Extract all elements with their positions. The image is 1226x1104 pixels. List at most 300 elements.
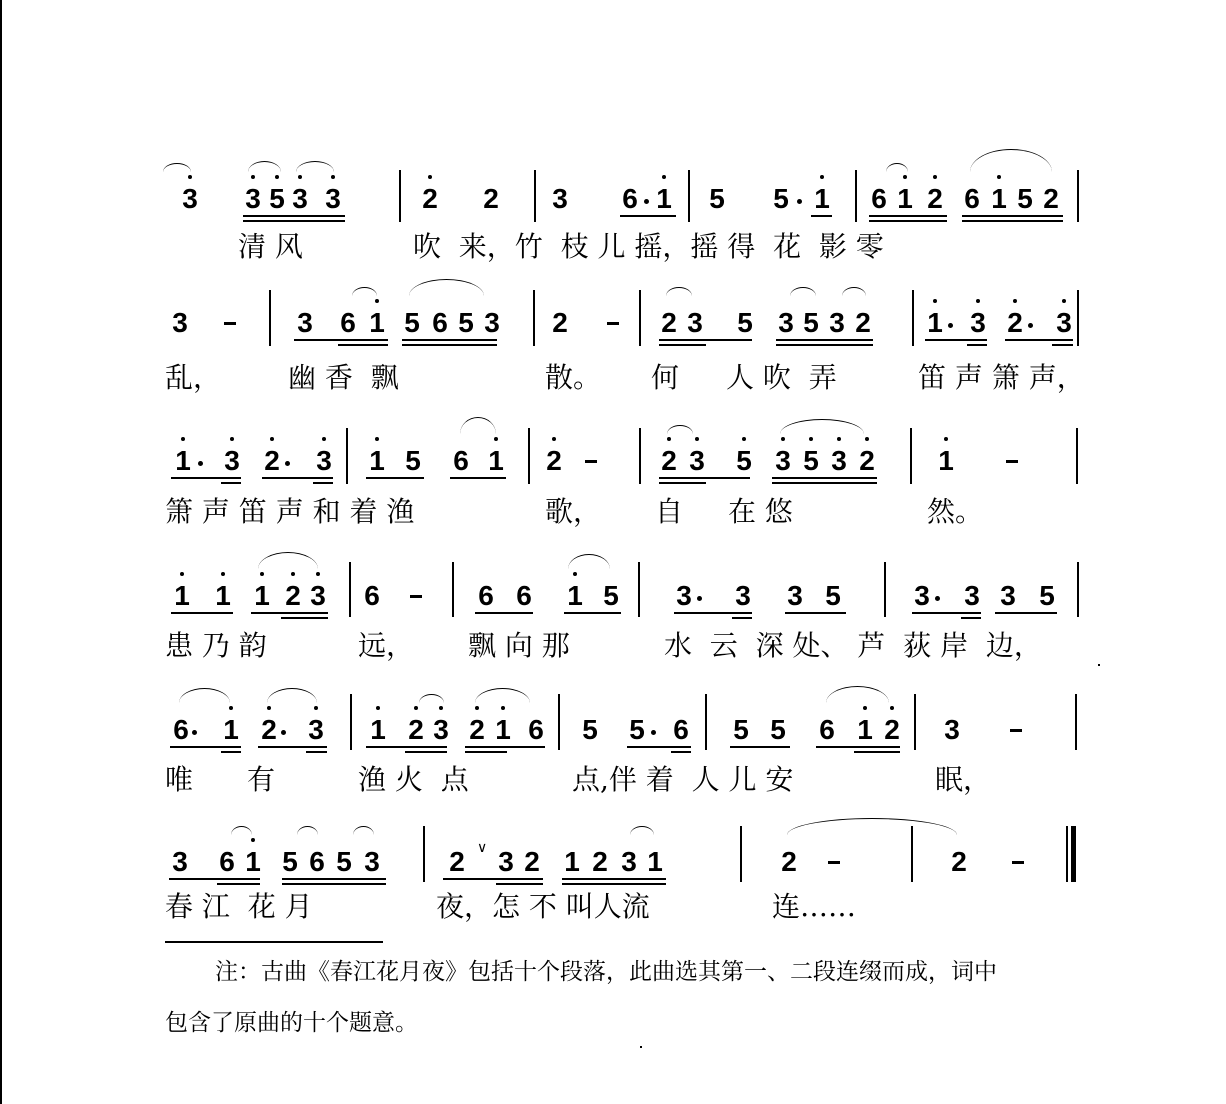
lyric-text: 吹 来，竹 枝 儿 摇，摇 得 花 影 零 xyxy=(413,230,884,263)
barline xyxy=(558,694,560,750)
beam-underline xyxy=(671,751,691,753)
octave-dot-above xyxy=(260,572,264,576)
beam-underline xyxy=(171,477,241,479)
note-digit: 2 xyxy=(524,846,540,877)
note-digit: 2 xyxy=(661,307,677,338)
lyric-text: 然。 xyxy=(927,495,984,528)
beam-underline xyxy=(785,612,846,614)
slur-arc xyxy=(842,287,866,296)
note-digit: 3 xyxy=(224,445,240,476)
sustain-dash xyxy=(410,595,422,598)
barline xyxy=(350,694,352,750)
barline xyxy=(639,428,641,484)
note-digit: 1 xyxy=(647,846,663,877)
barline xyxy=(528,428,530,484)
beam-underline xyxy=(659,477,750,479)
note-digit: 5 xyxy=(1039,580,1055,611)
beam-underline xyxy=(854,751,900,753)
octave-dot-above xyxy=(251,838,255,842)
note-digit: 2 xyxy=(546,445,562,476)
lyric-text: 在 悠 xyxy=(728,495,793,528)
beam-underline xyxy=(967,344,987,346)
beam-underline xyxy=(659,344,706,346)
note-digit: 1 xyxy=(175,445,191,476)
lyric-text: 清 风 xyxy=(238,230,303,263)
slur-arc xyxy=(419,694,444,703)
note-digit: 1 xyxy=(495,714,511,745)
octave-dot-above xyxy=(809,437,813,441)
note-digit: 1 xyxy=(656,183,672,214)
beam-underline xyxy=(730,746,790,748)
augmentation-dot xyxy=(281,730,286,735)
note-digit: 2 xyxy=(483,183,499,214)
beam-underline xyxy=(170,746,241,748)
slur-arc xyxy=(179,688,230,703)
note-digit: 3 xyxy=(297,307,313,338)
octave-dot-above xyxy=(1013,299,1017,303)
octave-dot-above xyxy=(375,437,379,441)
note-digit: 2 xyxy=(781,846,797,877)
note-digit: 3 xyxy=(970,307,986,338)
beam-underline xyxy=(816,746,900,748)
note-digit: 5 xyxy=(709,183,725,214)
beam-underline xyxy=(1052,344,1073,346)
note-digit: 2 xyxy=(264,445,280,476)
octave-dot-above xyxy=(573,572,577,576)
octave-dot-above xyxy=(552,437,556,441)
octave-dot-above xyxy=(1062,299,1066,303)
note-digit: 3 xyxy=(172,307,188,338)
lyric-text: 水 云 深 处、 芦 荻 岸 边， xyxy=(664,629,1042,662)
lyric-text: 乱， xyxy=(165,361,222,394)
lyric-text: 何 xyxy=(651,361,680,394)
scan-speck xyxy=(640,1046,642,1048)
note-digit: 2 xyxy=(261,714,277,745)
barline xyxy=(914,694,916,750)
note-digit: 1 xyxy=(369,445,385,476)
sustain-dash xyxy=(1006,460,1018,463)
slur-arc xyxy=(790,287,816,296)
beam-underline xyxy=(465,751,507,753)
slur-arc xyxy=(460,417,496,434)
note-digit: 2 xyxy=(422,183,438,214)
beam-underline xyxy=(251,612,328,614)
note-digit: 6 xyxy=(478,580,494,611)
note-digit: 3 xyxy=(1000,580,1016,611)
octave-dot-above xyxy=(331,175,335,179)
octave-dot-above xyxy=(781,437,785,441)
note-digit: 5 xyxy=(629,714,645,745)
octave-dot-above xyxy=(181,437,185,441)
beam-underline xyxy=(217,883,260,885)
beam-underline xyxy=(674,612,752,614)
note-digit: 1 xyxy=(369,307,385,338)
note-digit: 1 xyxy=(215,580,231,611)
beam-underline xyxy=(366,746,447,748)
note-digit: 1 xyxy=(567,580,583,611)
augmentation-dot xyxy=(644,199,649,204)
note-digit: 2 xyxy=(859,445,875,476)
note-digit: 3 xyxy=(308,714,324,745)
beam-underline xyxy=(627,746,691,748)
beam-underline xyxy=(1005,339,1073,341)
lyric-text: 自 xyxy=(655,495,684,528)
beam-underline xyxy=(564,612,621,614)
note-digit: 2 xyxy=(1007,307,1023,338)
beam-underline xyxy=(169,878,260,880)
final-barline xyxy=(1071,826,1076,882)
lyric-text: 患 乃 韵 xyxy=(165,629,267,662)
sustain-dash xyxy=(1012,861,1024,864)
octave-dot-above xyxy=(298,175,302,179)
note-digit: 3 xyxy=(964,580,980,611)
octave-dot-above xyxy=(976,299,980,303)
note-digit: 1 xyxy=(938,445,954,476)
note-digit: 2 xyxy=(592,846,608,877)
note-digit: 5 xyxy=(603,580,619,611)
slur-arc xyxy=(296,161,334,172)
lyric-text: 幽 香 飘 xyxy=(288,361,399,394)
octave-dot-above xyxy=(695,437,699,441)
slur-arc xyxy=(667,425,693,434)
footnote-line-1: 注：古曲《春江花月夜》包括十个段落，此曲选其第一、二段连缀而成，词中 xyxy=(215,959,997,985)
slur-arc xyxy=(970,149,1052,172)
note-digit: 2 xyxy=(884,714,900,745)
note-digit: 3 xyxy=(775,445,791,476)
barline xyxy=(452,562,454,617)
octave-dot-above xyxy=(270,437,274,441)
note-digit: 5 xyxy=(404,307,420,338)
lyric-text: 笛 声 箫 声， xyxy=(918,361,1085,394)
barline xyxy=(423,826,425,882)
octave-dot-above xyxy=(944,437,948,441)
note-digit: 5 xyxy=(269,183,285,214)
augmentation-dot xyxy=(198,461,203,466)
beam-underline xyxy=(402,339,497,341)
beam-underline xyxy=(772,482,877,484)
beam-underline xyxy=(221,751,241,753)
beam-underline xyxy=(262,477,333,479)
octave-dot-above xyxy=(221,572,225,576)
octave-dot-above xyxy=(267,706,271,710)
slur-arc xyxy=(248,161,281,172)
augmentation-dot xyxy=(285,461,290,466)
barline xyxy=(534,170,536,222)
octave-dot-above xyxy=(662,175,666,179)
note-digit: 6 xyxy=(673,714,689,745)
augmentation-dot xyxy=(948,323,953,328)
octave-dot-above xyxy=(322,437,326,441)
note-digit: 3 xyxy=(325,183,341,214)
note-digit: 6 xyxy=(528,714,544,745)
barline xyxy=(346,428,348,484)
note-digit: 6 xyxy=(819,714,835,745)
beam-underline xyxy=(243,215,345,217)
lyric-text: 歌， xyxy=(545,495,602,528)
beam-underline xyxy=(496,883,543,885)
slur-arc xyxy=(666,287,692,296)
note-digit: 6 xyxy=(309,846,325,877)
note-digit: 2 xyxy=(927,183,943,214)
beam-underline xyxy=(465,746,545,748)
lyric-text: 有 xyxy=(247,763,276,796)
note-digit: 5 xyxy=(770,714,786,745)
barline xyxy=(639,290,641,346)
octave-dot-above xyxy=(376,706,380,710)
note-digit: 5 xyxy=(733,714,749,745)
barline xyxy=(884,562,886,617)
augmentation-dot xyxy=(697,596,702,601)
barline xyxy=(688,170,690,222)
note-digit: 3 xyxy=(310,580,326,611)
lyric-text: 散。 xyxy=(545,361,602,394)
note-digit: 1 xyxy=(991,183,1007,214)
beam-underline xyxy=(171,612,233,614)
beam-underline xyxy=(961,617,981,619)
beam-underline xyxy=(620,215,676,217)
footnote-divider xyxy=(165,941,383,943)
octave-dot-above xyxy=(933,175,937,179)
beam-underline xyxy=(962,220,1063,222)
octave-dot-above xyxy=(188,175,192,179)
beam-underline xyxy=(313,482,333,484)
note-digit: 3 xyxy=(292,183,308,214)
beam-underline xyxy=(338,344,388,346)
octave-dot-above xyxy=(890,706,894,710)
slur-arc xyxy=(352,287,377,296)
beam-underline xyxy=(243,220,345,222)
note-digit: 3 xyxy=(245,183,261,214)
note-digit: 3 xyxy=(687,307,703,338)
beam-underline xyxy=(405,751,447,753)
beam-underline xyxy=(281,617,328,619)
slur-arc xyxy=(826,686,889,703)
beam-underline xyxy=(776,339,873,341)
slur-arc xyxy=(787,818,957,835)
octave-dot-above xyxy=(837,437,841,441)
lyric-text: 夜，怎 不 叫人流 xyxy=(436,890,650,923)
barline xyxy=(1066,826,1068,882)
note-digit: 3 xyxy=(498,846,514,877)
note-digit: 5 xyxy=(825,580,841,611)
note-digit: 1 xyxy=(488,445,504,476)
note-digit: 3 xyxy=(552,183,568,214)
note-digit: 5 xyxy=(336,846,352,877)
octave-dot-above xyxy=(375,299,379,303)
note-digit: 6 xyxy=(432,307,448,338)
octave-dot-above xyxy=(251,175,255,179)
note-digit: 5 xyxy=(1017,183,1033,214)
octave-dot-above xyxy=(314,706,318,710)
note-digit: 6 xyxy=(364,580,380,611)
note-digit: 6 xyxy=(516,580,532,611)
note-digit: 6 xyxy=(173,714,189,745)
octave-dot-above xyxy=(439,706,443,710)
note-digit: 3 xyxy=(172,846,188,877)
note-digit: 2 xyxy=(408,714,424,745)
note-digit: 3 xyxy=(831,445,847,476)
octave-dot-above xyxy=(494,437,498,441)
lyric-text: 连…… xyxy=(772,890,857,923)
beam-underline xyxy=(659,339,752,341)
note-digit: 6 xyxy=(622,183,638,214)
octave-dot-above xyxy=(229,706,233,710)
note-digit: 3 xyxy=(182,183,198,214)
beam-underline xyxy=(925,339,987,341)
beam-underline xyxy=(772,477,877,479)
beam-underline xyxy=(811,215,832,217)
note-digit: 1 xyxy=(174,580,190,611)
lyric-text: 飘 向 那 xyxy=(468,629,570,662)
octave-dot-above xyxy=(997,175,1001,179)
note-digit: 6 xyxy=(964,183,980,214)
augmentation-dot xyxy=(192,730,197,735)
lyric-text: 箫 声 笛 声 和 着 渔 xyxy=(165,495,415,528)
beam-underline xyxy=(475,612,533,614)
octave-dot-above xyxy=(865,437,869,441)
octave-dot-above xyxy=(933,299,937,303)
beam-underline xyxy=(659,482,706,484)
note-digit: 2 xyxy=(1043,183,1059,214)
lyric-text: 点,伴 着 人 儿 安 xyxy=(572,763,794,796)
beam-underline xyxy=(366,477,424,479)
augmentation-dot xyxy=(651,730,656,735)
note-digit: 5 xyxy=(282,846,298,877)
augmentation-dot xyxy=(935,596,940,601)
note-digit: 5 xyxy=(405,445,421,476)
note-digit: 1 xyxy=(927,307,943,338)
barline xyxy=(399,170,401,222)
augmentation-dot xyxy=(797,199,802,204)
octave-dot-above xyxy=(291,572,295,576)
lyric-text: 远， xyxy=(358,629,415,662)
sustain-dash xyxy=(224,322,236,325)
slur-arc xyxy=(231,826,252,835)
note-digit: 3 xyxy=(778,307,794,338)
note-digit: 1 xyxy=(254,580,270,611)
breath-mark: ∨ xyxy=(477,840,488,856)
barline xyxy=(269,290,271,346)
barline xyxy=(349,562,351,617)
note-digit: 5 xyxy=(803,307,819,338)
barline xyxy=(1076,428,1078,484)
note-digit: 6 xyxy=(453,445,469,476)
slur-arc xyxy=(297,826,318,835)
note-digit: 3 xyxy=(735,580,751,611)
note-digit: 3 xyxy=(944,714,960,745)
beam-underline xyxy=(562,883,666,885)
note-digit: 3 xyxy=(829,307,845,338)
note-digit: 6 xyxy=(219,846,235,877)
barline xyxy=(705,694,707,750)
beam-underline xyxy=(258,746,327,748)
note-digit: 5 xyxy=(458,307,474,338)
barline xyxy=(912,290,914,346)
slur-arc xyxy=(163,163,191,172)
note-digit: 3 xyxy=(689,445,705,476)
octave-dot-above xyxy=(316,572,320,576)
slur-arc xyxy=(568,554,610,569)
footnote-line-2: 包含了原曲的十个题意。 xyxy=(165,1010,418,1036)
octave-dot-above xyxy=(275,175,279,179)
note-digit: 1 xyxy=(223,714,239,745)
note-digit: 5 xyxy=(737,307,753,338)
octave-dot-above xyxy=(667,437,671,441)
slur-arc xyxy=(780,419,864,434)
note-digit: 5 xyxy=(773,183,789,214)
augmentation-dot xyxy=(1028,323,1033,328)
note-digit: 3 xyxy=(316,445,332,476)
sustain-dash xyxy=(585,460,597,463)
barline xyxy=(910,428,912,484)
octave-dot-above xyxy=(230,437,234,441)
octave-dot-above xyxy=(475,706,479,710)
beam-underline xyxy=(443,878,543,880)
lyric-text: 春 江 花 月 xyxy=(165,890,313,923)
octave-dot-above xyxy=(820,175,824,179)
slur-arc xyxy=(353,826,374,835)
slur-arc xyxy=(630,826,654,835)
note-digit: 5 xyxy=(736,445,752,476)
note-digit: 3 xyxy=(676,580,692,611)
note-digit: 5 xyxy=(803,445,819,476)
beam-underline xyxy=(995,612,1057,614)
slur-arc xyxy=(267,688,317,703)
note-digit: 1 xyxy=(564,846,580,877)
note-digit: 3 xyxy=(621,846,637,877)
lyric-text: 眠， xyxy=(935,763,992,796)
note-digit: 2 xyxy=(469,714,485,745)
sustain-dash xyxy=(607,322,619,325)
note-digit: 1 xyxy=(814,183,830,214)
note-digit: 6 xyxy=(871,183,887,214)
sustain-dash xyxy=(828,861,840,864)
barline xyxy=(533,290,535,346)
note-digit: 1 xyxy=(245,846,261,877)
beam-underline xyxy=(402,344,497,346)
slur-arc xyxy=(475,688,530,703)
beam-underline xyxy=(869,215,947,217)
slur-arc xyxy=(886,163,908,172)
octave-dot-above xyxy=(501,706,505,710)
sustain-dash xyxy=(1010,729,1022,732)
octave-dot-above xyxy=(428,175,432,179)
octave-dot-above xyxy=(742,437,746,441)
note-digit: 2 xyxy=(855,307,871,338)
beam-underline xyxy=(282,878,386,880)
note-digit: 2 xyxy=(285,580,301,611)
note-digit: 1 xyxy=(897,183,913,214)
octave-dot-above xyxy=(414,706,418,710)
barline xyxy=(855,170,857,222)
beam-underline xyxy=(294,339,388,341)
lyric-text: 唯 xyxy=(165,763,194,796)
note-digit: 3 xyxy=(787,580,803,611)
scan-speck xyxy=(1098,664,1100,666)
lyric-text: 渔 火 点 xyxy=(358,763,469,796)
beam-underline xyxy=(221,482,241,484)
octave-dot-above xyxy=(903,175,907,179)
barline xyxy=(1077,562,1079,617)
beam-underline xyxy=(282,883,386,885)
beam-underline xyxy=(562,878,666,880)
barline xyxy=(740,826,742,882)
slur-arc xyxy=(409,279,484,296)
octave-dot-above xyxy=(863,706,867,710)
beam-underline xyxy=(912,612,981,614)
note-digit: 3 xyxy=(484,307,500,338)
lyric-text: 人 吹 弄 xyxy=(726,361,837,394)
